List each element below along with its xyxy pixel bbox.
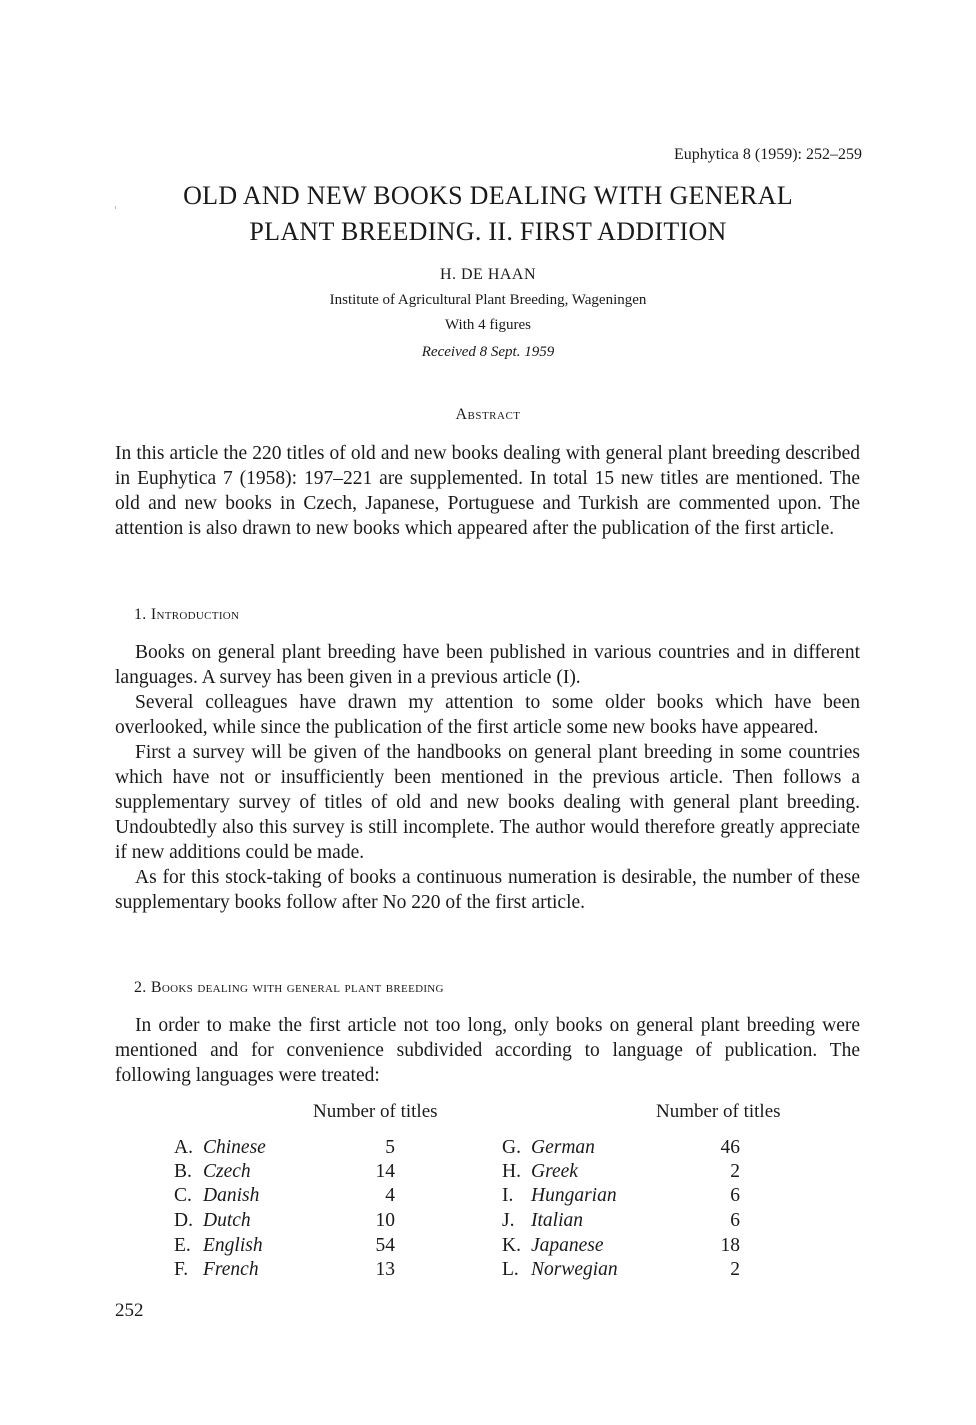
row-letter: G. [502, 1137, 521, 1158]
title-count: 10 [375, 1210, 395, 1231]
row-letter: F. [174, 1259, 189, 1280]
section-1-body [115, 640, 860, 915]
figures-note: With 4 figures [444, 317, 532, 333]
column-header-left: Number of titles [313, 1101, 438, 1122]
row-letter: D. [174, 1210, 193, 1231]
title-line-2: PLANT BREEDING. II. FIRST ADDITION [249, 217, 727, 246]
row-letter: J. [502, 1210, 515, 1231]
row-letter: I. [502, 1185, 514, 1206]
title-count: 6 [730, 1185, 740, 1206]
received-date: Received 8 Sept. 1959 [421, 344, 555, 360]
language-name: Greek [531, 1161, 578, 1182]
language-name: Hungarian [531, 1185, 617, 1206]
section-2-heading: 2. Books dealing with general plant breeding [134, 979, 444, 996]
row-letter: H. [502, 1161, 521, 1182]
title-count: 4 [385, 1185, 395, 1206]
author: H. DE HAAN [439, 266, 537, 283]
language-name: Czech [203, 1161, 251, 1182]
section-2-body [115, 1013, 860, 1088]
language-name: English [203, 1235, 263, 1256]
row-letter: A. [174, 1137, 193, 1158]
abstract-text: In this article the 220 titles of old and new books dealing with general plant breeding described in Euphytica 7 (1958): 197–221 are supplemented. In total 15 new titles are mentioned. The old and new books in Czech, Japanese, Portuguese and Turkish are commented upon. The attention is also drawn to new books which appeared after the publication of the first article. [115, 443, 860, 539]
title-count: 18 [720, 1235, 740, 1256]
title-line-1: OLD AND NEW BOOKS DEALING WITH GENERAL [183, 181, 793, 210]
title-count: 13 [375, 1259, 395, 1280]
paragraph: Several colleagues have drawn my attention to some older books which have been overlooked, while since the publication of the first article some new books have appeared. [115, 692, 860, 738]
language-name: Danish [203, 1185, 260, 1206]
language-name: Norwegian [531, 1259, 618, 1280]
language-name: Italian [531, 1210, 583, 1231]
page-number: 252 [115, 1300, 144, 1321]
title-count: 6 [730, 1210, 740, 1231]
article-title [100, 178, 876, 250]
paragraph: As for this stock-taking of books a continuous numeration is desirable, the number of these supplementary books follow after No 220 of the first article. [115, 867, 860, 913]
title-count: 14 [375, 1161, 395, 1182]
title-count: 2 [730, 1259, 740, 1280]
row-letter: K. [502, 1235, 521, 1256]
abstract-heading: Abstract [455, 406, 521, 423]
row-letter: C. [174, 1185, 192, 1206]
language-name: French [203, 1259, 259, 1280]
row-letter: E. [174, 1235, 191, 1256]
row-letter: B. [174, 1161, 192, 1182]
language-name: German [531, 1137, 595, 1158]
language-name: Dutch [203, 1210, 251, 1231]
paragraph: First a survey will be given of the handbooks on general plant breeding in some countries which have not or insufficiently been mentioned in the previous article. Then follows a supplementary survey of titles of old and new books dealing with general plant breeding. Undoubtedly also this survey is still incomplete. The author would therefore greatly appreciate if new additions could be made. [115, 742, 860, 863]
affiliation: Institute of Agricultural Plant Breeding, Wageningen [329, 292, 647, 308]
paragraph: In order to make the first article not too long, only books on general plant breeding were mentioned and for convenience subdivided according to language of publication. The following languages were treated: [115, 1015, 860, 1086]
section-1-heading: 1. Introduction [134, 606, 240, 623]
title-count: 46 [720, 1137, 740, 1158]
journal-reference: Euphytica 8 (1959): 252–259 [674, 146, 862, 163]
title-count: 5 [385, 1137, 395, 1158]
column-header-right: Number of titles [656, 1101, 781, 1122]
row-letter: L. [502, 1259, 519, 1280]
language-name: Chinese [203, 1137, 266, 1158]
language-name: Japanese [531, 1235, 604, 1256]
title-count: 2 [730, 1161, 740, 1182]
paragraph: Books on general plant breeding have been published in various countries and in different languages. A survey has been given in a previous article (I). [115, 642, 860, 688]
abstract-body [115, 441, 860, 541]
title-count: 54 [375, 1235, 395, 1256]
